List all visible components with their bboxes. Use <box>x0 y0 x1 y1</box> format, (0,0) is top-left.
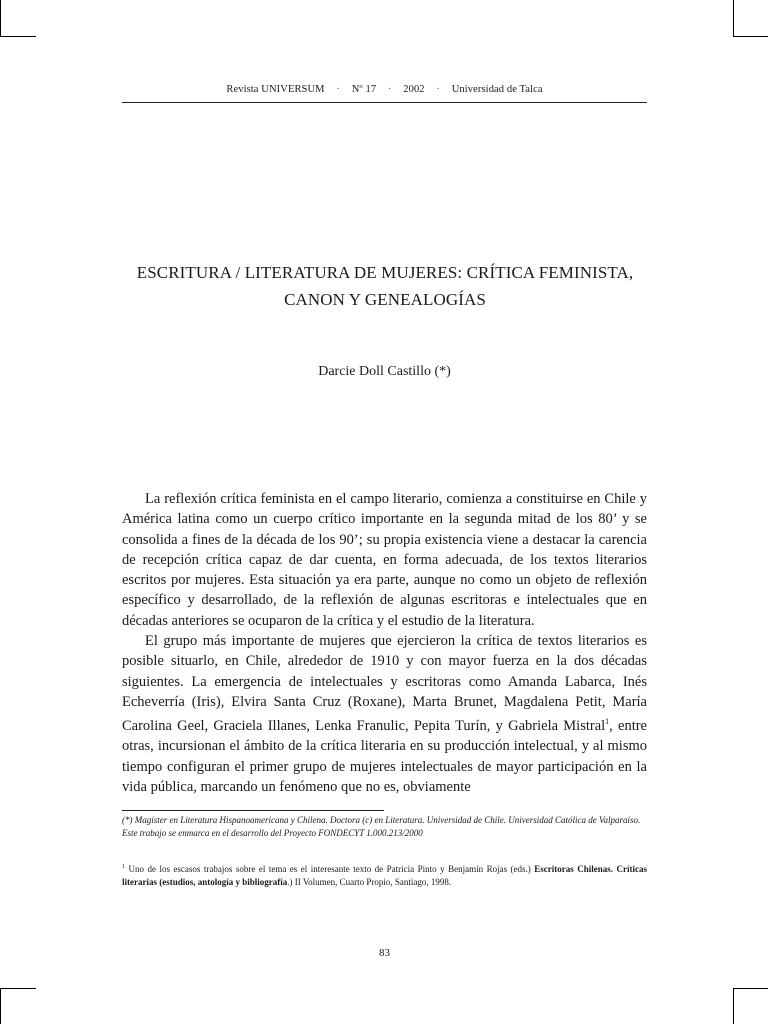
crop-mark <box>733 0 734 36</box>
header-rule <box>122 102 647 103</box>
crop-mark <box>0 36 36 37</box>
footnote-text: .) II Volumen, Cuarto Propio, Santiago, 1998. <box>287 876 452 887</box>
article-title <box>90 259 680 313</box>
page-number: 83 <box>379 947 390 959</box>
crop-mark <box>0 0 1 36</box>
separator: · <box>336 84 340 95</box>
paragraph-text: El grupo más importante de mujeres que ejercieron la crítica de textos literarios es posible situarlo, en Chile, alrededor de 1910 y con mayor fuerza en la dos décadas siguientes. La emergencia de intelectuales y escritoras como Amanda Labarca, Inés Echeverría (Iris), Elvira Santa Cruz (Roxane), Marta Brunet, Magdalena Petit, María Carolina Geel, Graciela Illanes, Lenka Franulic, Pepita Turín, y Gabriela Mistral <box>122 633 647 735</box>
separator: · <box>387 84 392 95</box>
footnote-rule <box>122 810 384 811</box>
crop-mark <box>0 988 1 1024</box>
separator: · <box>436 84 440 95</box>
university-name: Universidad de Talca <box>451 84 543 95</box>
project-note: Este trabajo se enmarca en el desarrollo del Proyecto FONDECYT 1.000.213/2000 <box>122 827 423 838</box>
footnote-ref: 1 <box>605 717 610 727</box>
paragraph <box>122 631 647 797</box>
crop-mark <box>733 36 768 37</box>
author-footnote <box>122 814 647 839</box>
footnote-marker: 1 <box>122 864 125 870</box>
paragraph-text: , entre otras, incursionan el ámbito de la crítica literaria en su producción intelectual, y al mismo tiempo configuran el primer grupo de mujeres intelectuales de mayor participación en la vida pública, marcando un fenómeno que no es, obviamente <box>122 718 647 795</box>
crop-mark <box>733 988 734 1024</box>
author-byline: Darcie Doll Castillo (*) <box>318 364 451 379</box>
crop-mark <box>733 988 768 989</box>
crop-mark <box>0 988 36 989</box>
article-body <box>122 489 647 797</box>
footnote-text: Uno de los escasos trabajos sobre el tema es el interesante texto de Patricia Pinto y Benjamín Rojas (eds.) <box>125 864 535 874</box>
title-line: ESCRITURA / LITERATURA DE MUJERES: CRÍTICA FEMINISTA, <box>136 263 634 282</box>
issue-number: Nº 17 <box>351 84 377 95</box>
issue-year: 2002 <box>403 84 425 95</box>
footnote-1 <box>122 861 647 888</box>
title-line: CANON Y GENEALOGÍAS <box>284 290 486 309</box>
running-header <box>122 84 647 95</box>
author-affiliation: (*) Magíster en Literatura Hispanoamericana y Chilena. Doctora (c) en Literatura. Universidad de Chile. Universidad Católica de Valparaíso. <box>122 815 641 825</box>
footnote-book-title: Escritoras Chilenas. Críticas literarias (estudios, antología y bibliografía <box>122 864 647 887</box>
paragraph: La reflexión crítica feminista en el campo literario, comienza a constituirse en Chile y América latina como un cuerpo crítico importante en la segunda mitad de los 80’ y se consolida a fines de la década de los 90’; su propia existencia viene a destacar la carencia de recepción crítica capaz de dar cuenta, en forma adecuada, de los textos literarios escritos por mujeres. Esta situación ya era parte, aunque no como un objeto de reflexión específico y desarrollado, de la reflexión de algunas escritoras e intelectuales que en décadas anteriores se ocuparon de la crítica y el estudio de la literatura. <box>122 491 647 629</box>
journal-name: Revista UNIVERSUM <box>226 84 325 95</box>
